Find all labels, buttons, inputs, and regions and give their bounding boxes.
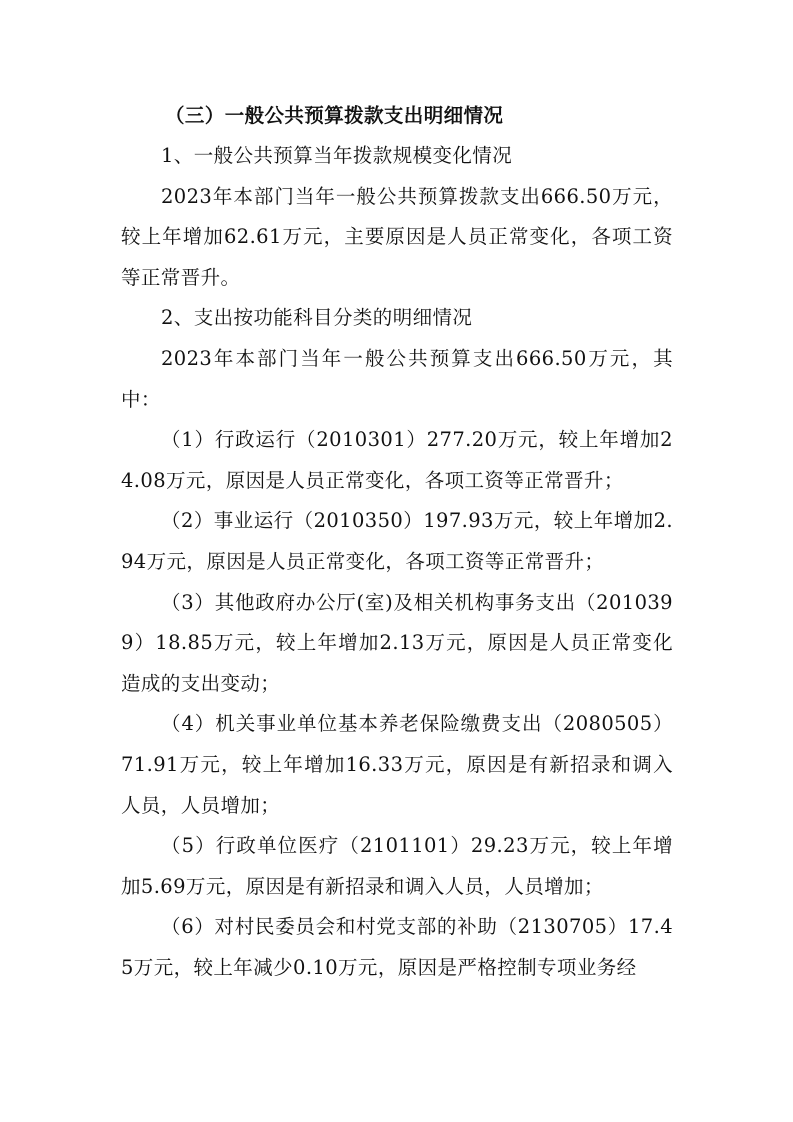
section-title: （三）一般公共预算拨款支出明细情况 xyxy=(165,104,504,127)
subsection-heading-1: 1、一般公共预算当年拨款规模变化情况 xyxy=(161,144,513,167)
list-item: （4）机关事业单位基本养老保险缴费支出（2080505）71.91万元，较上年增加16.33万元，原因是有新招录和调入人员，人员增加； xyxy=(121,712,673,817)
list-item: （6）对村民委员会和村党支部的补助（2130705）17.45万元，较上年减少0.10万元，原因是严格控制专项业务经 xyxy=(121,915,673,979)
paragraph: 2023年本部门当年一般公共预算拨款支出666.50万元，较上年增加62.61万元，主要原因是人员正常变化，各项工资等正常晋升。 xyxy=(121,184,673,289)
list-item: （2）事业运行（2010350）197.93万元，较上年增加2.94万元，原因是人员正常变化，各项工资等正常晋升； xyxy=(121,509,673,573)
paragraph: 2023年本部门当年一般公共预算支出666.50万元，其中： xyxy=(121,346,673,411)
document-page xyxy=(121,96,673,988)
list-item: （3）其他政府办公厅(室)及相关机构事务支出（2010399）18.85万元，较上年增加2.13万元，原因是人员正常变化造成的支出变动； xyxy=(121,590,673,695)
list-item: （5）行政单位医疗（2101101）29.23万元，较上年增加5.69万元，原因是有新招录和调入人员，人员增加； xyxy=(121,834,673,898)
list-item: （1）行政运行（2010301）277.20万元，较上年增加24.08万元，原因是人员正常变化，各项工资等正常晋升； xyxy=(121,428,673,492)
subsection-heading-2: 2、支出按功能科目分类的明细情况 xyxy=(161,306,473,330)
